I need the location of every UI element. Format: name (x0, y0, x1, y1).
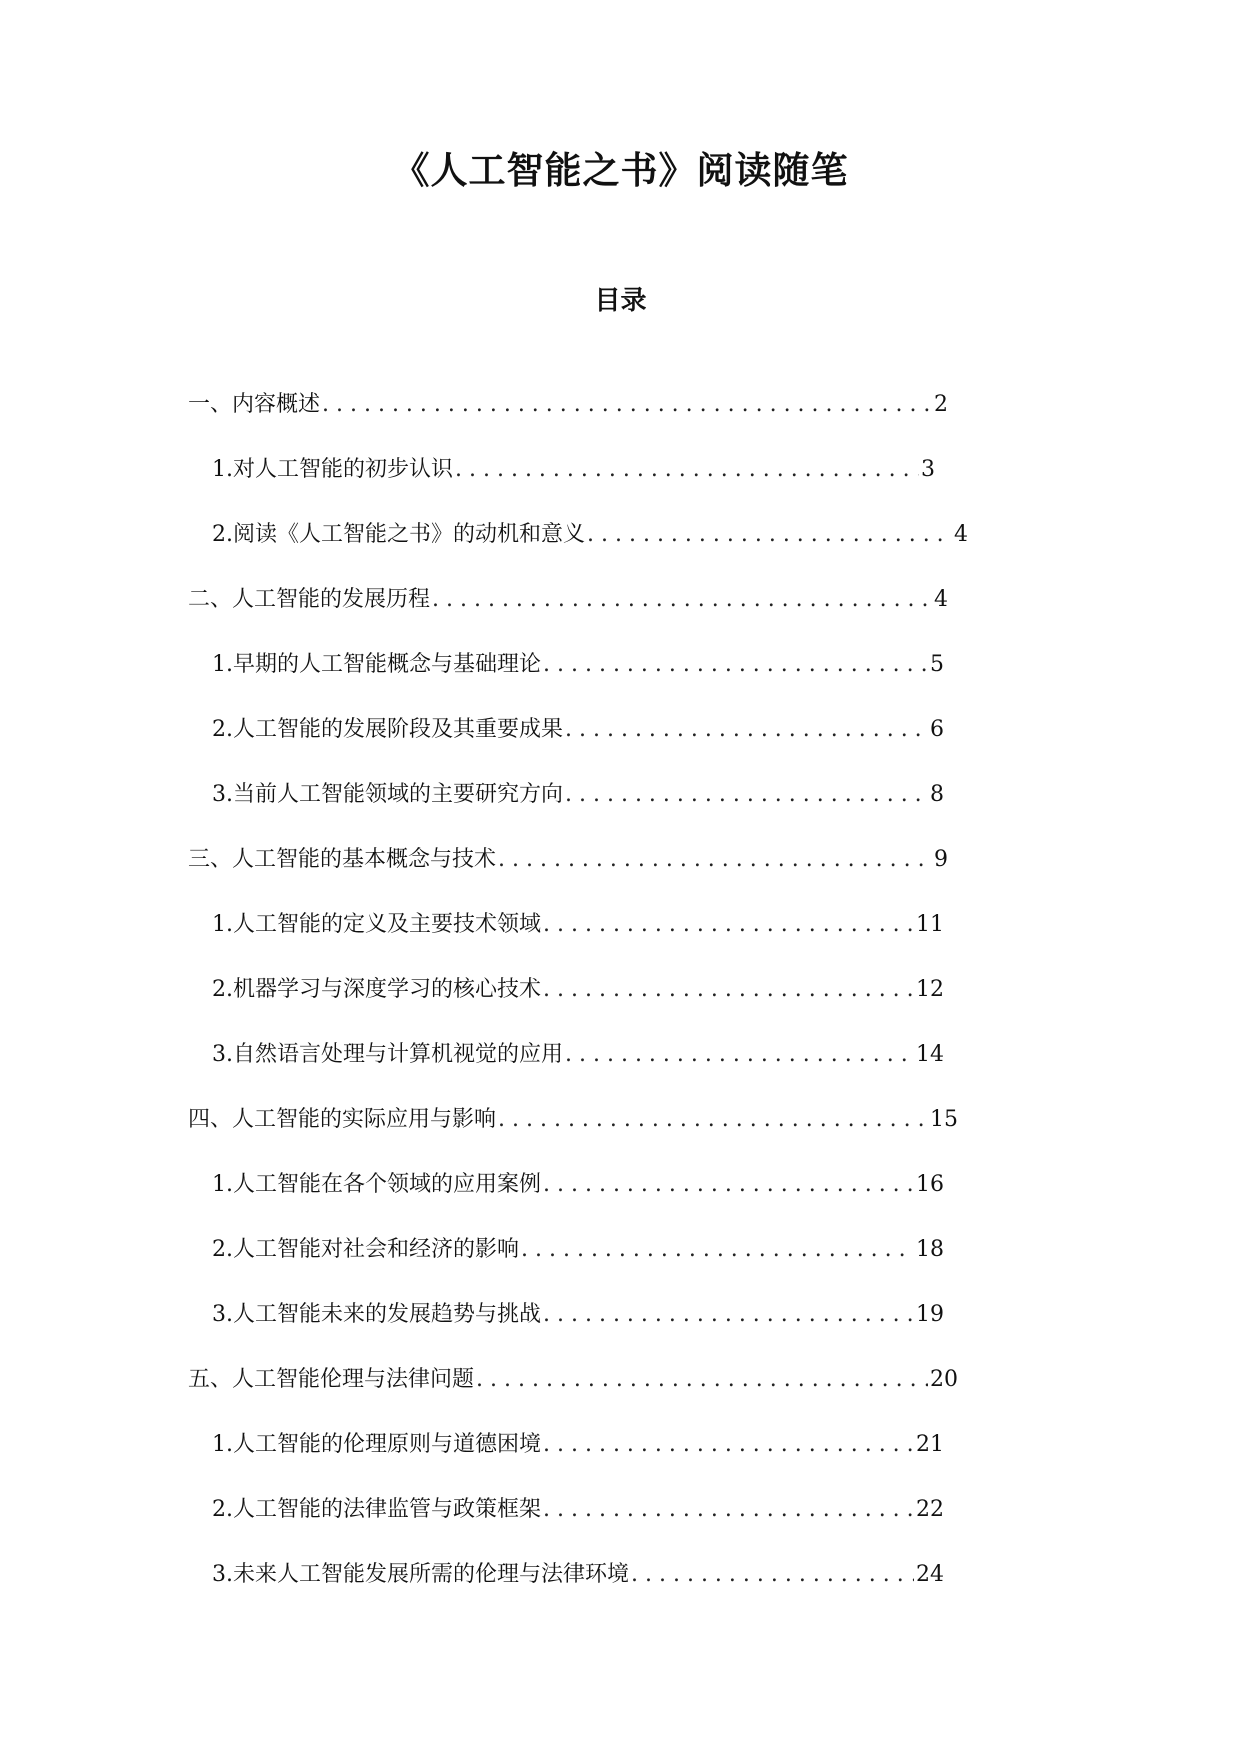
toc-entry-section-5-1[interactable] (212, 1428, 944, 1462)
toc-leader-dots (543, 1428, 914, 1462)
toc-entry-number: 3. (212, 782, 233, 807)
toc-entry-text: 对人工智能的初步认识 (233, 457, 454, 482)
toc-entry-text: 人工智能未来的发展趋势与挑战 (233, 1302, 542, 1327)
toc-page-number: 16 (916, 1172, 944, 1197)
toc-page-number: 15 (930, 1107, 958, 1132)
toc-entry-text: 三、人工智能的基本概念与技术 (188, 847, 497, 872)
toc-entry-number: 1. (212, 1432, 233, 1457)
toc-entry-text: 早期的人工智能概念与基础理论 (233, 652, 542, 677)
toc-leader-dots (498, 843, 932, 877)
document-title: 《人工智能之书》阅读随笔 (392, 149, 849, 192)
toc-leader-dots (322, 388, 932, 422)
toc-leader-dots (543, 648, 928, 682)
toc-page-number: 19 (916, 1302, 944, 1327)
toc-entry-number: 2. (212, 1497, 233, 1522)
toc-page-number: 12 (916, 977, 944, 1002)
toc-entry-section-3[interactable] (188, 843, 948, 877)
toc-entry-text: 人工智能对社会和经济的影响 (233, 1237, 520, 1262)
toc-entry-text: 人工智能的伦理原则与道德困境 (233, 1432, 542, 1457)
toc-entry-number: 2. (212, 522, 233, 547)
toc-leader-dots (432, 583, 932, 617)
toc-entry-section-4-1[interactable] (212, 1168, 944, 1202)
toc-entry-text: 未来人工智能发展所需的伦理与法律环境 (233, 1562, 630, 1587)
toc-entry-number: 1. (212, 652, 233, 677)
toc-entry-text: 二、人工智能的发展历程 (188, 587, 431, 612)
toc-entry-section-3-3[interactable] (212, 1038, 944, 1072)
toc-page-number: 2 (934, 392, 948, 417)
toc-entry-text: 人工智能的定义及主要技术领域 (233, 912, 542, 937)
toc-leader-dots (543, 973, 914, 1007)
toc-entry-number: 3. (212, 1042, 233, 1067)
toc-entry-number: 2. (212, 717, 233, 742)
toc-entry-text: 机器学习与深度学习的核心技术 (233, 977, 542, 1002)
toc-entry-text: 人工智能在各个领域的应用案例 (233, 1172, 542, 1197)
toc-page-number: 21 (916, 1432, 944, 1457)
toc-page-number: 6 (930, 717, 944, 742)
toc-leader-dots (565, 778, 928, 812)
toc-entry-section-1[interactable] (188, 388, 948, 422)
toc-entry-section-4[interactable] (188, 1103, 958, 1137)
toc-leader-dots (543, 1168, 914, 1202)
toc-entry-section-2-1[interactable] (212, 648, 944, 682)
toc-entry-text: 人工智能的法律监管与政策框架 (233, 1497, 542, 1522)
toc-leader-dots (498, 1103, 928, 1137)
toc-page-number: 4 (954, 522, 968, 547)
toc-page-number: 22 (916, 1497, 944, 1522)
toc-page-number: 3 (921, 457, 935, 482)
toc-entry-number: 3. (212, 1562, 233, 1587)
toc-leader-dots (565, 1038, 914, 1072)
toc-entry-section-1-2[interactable] (212, 518, 968, 552)
toc-leader-dots (587, 518, 952, 552)
toc-leader-dots (543, 1298, 914, 1332)
toc-entry-section-3-1[interactable] (212, 908, 944, 942)
toc-entry-section-1-1[interactable] (212, 453, 935, 487)
toc-leader-dots (476, 1363, 928, 1397)
toc-entry-text: 人工智能的发展阶段及其重要成果 (233, 717, 564, 742)
toc-entry-number: 3. (212, 1302, 233, 1327)
toc-entry-number: 1. (212, 457, 233, 482)
toc-page-number: 20 (930, 1367, 958, 1392)
toc-leader-dots (565, 713, 928, 747)
toc-leader-dots (455, 453, 919, 487)
toc-entry-section-5-2[interactable] (212, 1493, 944, 1527)
toc-entry-text: 一、内容概述 (188, 392, 321, 417)
toc-page-number: 24 (916, 1562, 944, 1587)
toc-leader-dots (521, 1233, 914, 1267)
toc-entry-section-4-2[interactable] (212, 1233, 944, 1267)
toc-leader-dots (543, 908, 914, 942)
toc-entry-section-3-2[interactable] (212, 973, 944, 1007)
toc-entry-number: 2. (212, 977, 233, 1002)
toc-entry-text: 自然语言处理与计算机视觉的应用 (233, 1042, 564, 1067)
toc-entry-number: 2. (212, 1237, 233, 1262)
toc-entry-number: 1. (212, 912, 233, 937)
toc-entry-text: 五、人工智能伦理与法律问题 (188, 1367, 475, 1392)
toc-entry-text: 当前人工智能领域的主要研究方向 (233, 782, 564, 807)
toc-page-number: 9 (934, 847, 948, 872)
toc-leader-dots (631, 1558, 914, 1592)
toc-page-number: 4 (934, 587, 948, 612)
toc-entry-section-2-2[interactable] (212, 713, 944, 747)
toc-page-number: 14 (916, 1042, 944, 1067)
toc-entry-section-5[interactable] (188, 1363, 958, 1397)
toc-entry-text: 阅读《人工智能之书》的动机和意义 (233, 522, 586, 547)
toc-page-number: 18 (916, 1237, 944, 1262)
toc-entry-section-2[interactable] (188, 583, 948, 617)
toc-entry-text: 四、人工智能的实际应用与影响 (188, 1107, 497, 1132)
toc-heading: 目录 (594, 286, 647, 316)
toc-entry-section-4-3[interactable] (212, 1298, 944, 1332)
toc-entry-section-2-3[interactable] (212, 778, 944, 812)
toc-entry-section-5-3[interactable] (212, 1558, 944, 1592)
toc-entry-number: 1. (212, 1172, 233, 1197)
toc-page-number: 8 (930, 782, 944, 807)
toc-page-number: 5 (930, 652, 944, 677)
toc-page-number: 11 (916, 912, 944, 937)
toc-leader-dots (543, 1493, 914, 1527)
